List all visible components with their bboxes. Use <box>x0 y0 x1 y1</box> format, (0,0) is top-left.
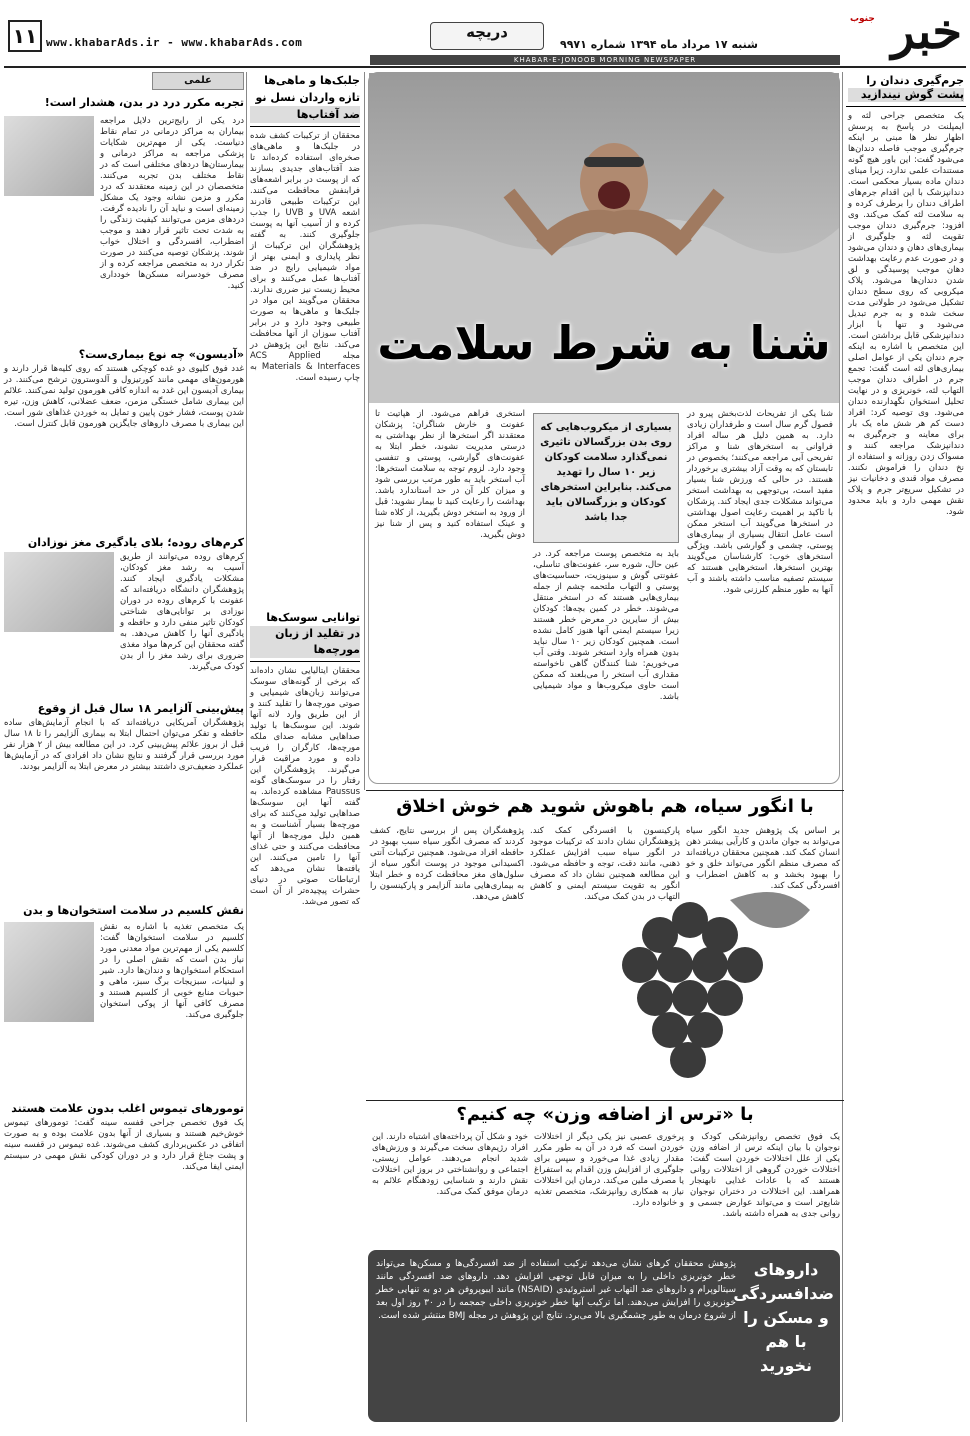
worms-title: کرم‌های روده؛ بلای یادگیری مغز نوزادان <box>27 536 244 549</box>
column-divider <box>246 72 247 1422</box>
swim-feature <box>368 72 840 784</box>
beetle-title-line1: توانایی سوسک‌ها <box>266 611 360 624</box>
science-column <box>4 72 244 1427</box>
swim-pull-quote: بسیاری از میکروب‌هایی که روی بدن بزرگسالان تاثیری نمی‌گذارد سلامت کودکان زیر ۱۰ سال را تهدید می‌کند. بنابراین استخرهای کودکان و بزرگسالان باید جدا باشد <box>533 413 679 543</box>
headache-photo <box>4 116 94 196</box>
painkiller-title-line3: و مسکن را <box>743 1308 829 1327</box>
worms-body: کرم‌های روده می‌توانند از طریق آسیب به رشد مغز کودکان، مشکلات یادگیری ایجاد کنند. پژوهشگران دانشگاه دریافته‌اند که عفونت با کرم‌های روده در دوران نوزادی بر توانایی‌های شناختی کودکان تاثیر منفی دارد و حافظه و یادگیری آنها را کاهش می‌دهد. به گفته محققان این کرم‌ها مواد مغذی ضروری برای رشد مغز را از بدن کودک می‌گیرند. <box>120 552 244 672</box>
alzheimer-body: پژوهشگران آمریکایی دریافته‌اند که با انجام آزمایش‌های ساده حافظه و تفکر می‌توان احتمال ابتلا به بیماری آلزایمر را تا ۱۸ سال قبل از بروز علائم پیش‌بینی کرد. در این مطالعه بیش از ۲ هزار نفر مورد بررسی قرار گرفتند و نتایج نشان داد افرادی که در آزمایش‌ها عملکرد ضعیف‌تری داشتند بیشتر در معرض ابتلا به آلزایمر بودند. <box>4 718 245 772</box>
thymus-body: یک فوق تخصص جراحی قفسه سینه گفت: تومورهای تیموس خوش‌خیم هستند و بسیاری از آنها بدون علامت بوده و به صورت اتفاقی در عکس‌برداری کشف می‌شوند. غده تیموس در قفسه سینه و پشت جناغ قرار دارد و در دوران کودکی نقش مهمی در سیستم ایمنی ایفا می‌کند. <box>4 1118 244 1172</box>
calcium-title: نقش کلسیم در سلامت استخوان‌ها و بدن <box>23 904 244 917</box>
algae-title-line2: تازه واردان نسل نو <box>255 91 360 104</box>
page-number: ۱۱ <box>8 20 42 52</box>
weight-headline: با «ترس از اضافه وزن» چه کنیم؟ <box>456 1104 754 1125</box>
english-band: KHABAR-E-JONOOB MORNING NEWSPAPER <box>370 55 840 65</box>
weight-col1: یک فوق تخصص روانپزشکی کودک و نوجوان با بیان اینکه ترس از اضافه وزن یکی از علل اختلالات خوردن است گفت: اختلالات خوردن گروهی از اختلالات روانی هستند که با عادات غذایی نابهنجار همراهند. این اختلالات در دختران نوجوان شایع‌تر است و می‌تواند عوارض جسمی و روانی جدی به همراه داشته باشد. <box>690 1132 840 1219</box>
newspaper-logo <box>850 4 962 60</box>
addison-title: «آدیسون» چه نوع بیماری‌ست؟ <box>78 348 244 361</box>
grapes-photo <box>560 880 820 1100</box>
dental-title-line2: پشت گوش نیندازید <box>848 88 964 102</box>
weight-col3: خود و شکل آن پرداخته‌های اشتباه دارند. این افراد رژیم‌های سخت می‌گیرند و ورزش‌های شدید انجام می‌دهند. عوامل زیستی، اجتماعی و روانشناختی در بروز این اختلالات نقش دارند و شناسایی زودهنگام علائم به درمان موفق کمک می‌کند. <box>372 1132 528 1197</box>
pain-title: تجربه مکرر درد در بدن، هشدار است! <box>44 96 244 109</box>
grapes-col3: پژوهشگران پس از بررسی نتایج، کشف کردند که مصرف انگور سیاه سبب بهبود در حافظه افراد می‌شود. همچنین ترکیبات آنتی اکسیدانی موجود در پوست انگور سیاه از سلول‌های مغز محافظت کرده و خطر ابتلا به بیماری‌هایی مانند آلزایمر و پارکینسون را کاهش می‌دهد. <box>370 826 524 902</box>
beetle-article <box>250 610 360 1425</box>
weight-col2: پرخوری عصبی نیز یکی دیگر از اختلالات خوردن است که فرد در آن به طور مکرر مقدار زیادی غذا می‌خورد و سپس برای جلوگیری از افزایش وزن اقدام به استفراغ یا مصرف ملین می‌کند. درمان این اختلالات نیاز به همکاری روانپزشک، متخصص تغذیه و خانواده دارد. <box>534 1132 684 1208</box>
section-label: دریچه <box>430 22 544 50</box>
section-rule <box>366 1100 844 1101</box>
algae-article <box>250 72 360 602</box>
masthead <box>0 0 970 62</box>
date-issue: شنبه ۱۷ مرداد ماه ۱۳۹۴ شماره ۹۹۷۱ <box>560 38 758 51</box>
logo-small-text: جنوب <box>850 14 875 24</box>
painkiller-title <box>733 1258 834 1378</box>
dental-body: یک متخصص جراحی لثه و ایمپلنت در پاسخ به پرسش اظهار نظر ها مبنی بر اینکه جرم‌گیری موجب فاصله دندان‌ها می‌شود گفت: این باور هیچ گونه مستندات علمی ندارد، زیرا مینای دندان ماده بسیار محکمی است. دندانپزشک با این اقدام جرم‌های اطراف دندان را برطرف کرده و به سلامت لثه کمک می‌کند. وی افزود: جرم‌گیری دندان موجب تقویت لثه و جلوگیری از بیماری‌های دهان و دندان می‌شود و در صورت عدم رعایت بهداشت دهان موجب پوسیدگی و لق شدن دندان‌ها می‌شود. پلاک میکروبی که روی سطح دندان تشکیل می‌شود در طولانی مدت سخت شده و به جرم تبدیل می‌شود و تنها با ابزار دندانپزشکی قابل برداشتن است. این متخصص با اشاره به اینکه جرم دندان یکی از عوامل اصلی بیماری‌های لثه است گفت: تجمع جرم در اطراف دندان موجب التهاب لثه، خونریزی و در نهایت تحلیل استخوان نگهدارنده دندان می‌شود. وی توصیه کرد: افراد دست کم هر شش ماه یک بار برای معاینه و جرم‌گیری به دندانپزشک مراجعه کنند و مسواک زدن روزانه و استفاده از نخ دندان را فراموش نکنند. مصرف مواد قندی و دخانیات نیز در تشکیل سریع‌تر جرم و پلاک نقش مهمی دارد و باید محدود شود. <box>848 111 964 517</box>
dental-title <box>846 70 966 107</box>
column-divider <box>364 72 365 790</box>
swim-col2: باید به متخصص پوست مراجعه کرد. در عین حال، شوره سر، عفونت‌های تناسلی، عفونتی گوش و سینوزیت، حساسیت‌های پوستی و التهاب ملتحمه چشم از جمله بیماری‌هایی هستند که در استخر منتقل می‌شوند. خطر در کمین بچه‌ها: کودکان بیش از سایرین در معرض خطر هستند زیرا سیستم ایمنی آنها هنوز کامل نشده است. همچنین کودکان زیر ۱۰ سال نباید بدون همراه وارد استخر شوند. وقتی آب می‌خوریم: شنا کنندگان گاهی ناخواسته مقداری آب استخر را می‌بلعند که ممکن است حاوی میکروب‌ها و مواد شیمیایی باشد. <box>533 549 679 702</box>
beetle-title <box>250 610 360 662</box>
milk-photo <box>4 922 94 1022</box>
painkiller-title-line4: با هم نخورید <box>759 1332 813 1375</box>
calcium-body: یک متخصص تغذیه با اشاره به نقش کلسیم در سلامت استخوان‌ها گفت: کلسیم یکی از مهم‌ترین مواد معدنی مورد نیاز بدن است که نقش اصلی را در استحکام استخوان‌ها و دندان‌ها دارد. شیر و لبنیات، سبزیجات برگ سبز، ماهی و حبوبات منابع خوبی از کلسیم هستند و مصرف کافی آنها از پوکی استخوان جلوگیری می‌کند. <box>100 922 244 1020</box>
grapes-col1: بر اساس یک پژوهش جدید انگور سیاه می‌تواند به جوان ماندن و کارآیی بیشتر ذهن انسان کمک کند. همچنین محققان دریافته‌اند که مصرف منظم انگور می‌تواند خلق و خو را بهبود بخشد و به کاهش اضطراب و افسردگی کمک کند. <box>686 826 840 891</box>
section-rule <box>366 790 844 791</box>
swim-headline: شنا به شرط سلامت <box>377 316 831 370</box>
pain-body: درد یکی از رایج‌ترین دلایل مراجعه بیماران به مراکز درمانی در تمام نقاط دنیاست. یکی از مهم‌ترین شکایات پزشکی مراجعه به مراکز درمانی و بیمارستان‌ها دردهای مختلفی است که در نقاط مختلف بدن تجربه می‌کنند. متخصصان در این زمینه معتقدند که درد مکرر و مزمن نشانه وجود یک مشکل زمینه‌ای است و نباید آن را نادیده گرفت. دردهای مزمن می‌توانند کیفیت زندگی را به شدت تحت تاثیر قرار دهند و موجب اضطراب، افسردگی و اختلال خواب شوند. پزشکان توصیه می‌کنند در صورت تکرار درد به متخصص مراجعه کرده و از مصرف خودسرانه مسکن‌ها خودداری کنید. <box>100 116 244 291</box>
header-rule <box>4 66 966 68</box>
painkiller-title-line2: ضدافسردگی <box>733 1284 834 1303</box>
science-tag: علمی <box>152 72 244 90</box>
painkiller-body: پژوهش محققان کرهای نشان می‌دهد ترکیب استفاده از ضد افسردگی‌ها و مسکن‌ها می‌تواند خطر خونریزی داخلی را به میزان قابل توجهی افزایش دهد. داروهای ضد افسردگی مانند سیتالوپرام و داروهای ضد التهاب غیر استروئیدی (NSAID) مانند ایبوپروفن هر دو به تنهایی خطر خونریزی را افزایش می‌دهند. اما ترکیب آنها خطر خونریزی داخلی جمجمه را در ۳۰ روز اول بعد از شروع درمان به طور چشمگیری بالا می‌برد. نتایج این پژوهش در مجله BMJ منتشر شده است. <box>376 1259 737 1321</box>
algae-body: محققان از ترکیبات کشف شده در جلبک‌ها و ماهی‌های صخره‌ای استفاده کرده‌اند تا ضد آفتاب‌های جدیدی بسازند که از پوست در برابر اشعه‌های فرابنفش محافظت می‌کنند. این ترکیبات طبیعی قادرند اشعه UVA و UVB را جذب کرده و از آسیب آنها به پوست جلوگیری کنند. به گفته پژوهشگران این ترکیبات از نظر پایداری و ایمنی بهتر از مواد شیمیایی رایج در ضد آفتاب‌ها عمل می‌کنند و برای محیط زیست نیز ضرری ندارند. محققان می‌گویند این مواد در جلبک‌ها و ماهی‌ها به صورت طبیعی وجود دارد و در برابر آفتاب سوزان از آنها محافظت می‌کند. نتایج این پژوهش در مجله ACS Applied Materials & Interfaces به چاپ رسیده است. <box>250 131 361 383</box>
alzheimer-title: پیش‌بینی آلزایمر ۱۸ سال قبل از وقوع <box>37 702 244 715</box>
algae-title-line1: جلبک‌ها و ماهی‌ها <box>264 74 360 87</box>
addison-body: غدد فوق کلیوی دو غده کوچکی هستند که روی کلیه‌ها قرار دارند و هورمون‌های مهمی مانند کورتیزول و آلدوسترون ترشح می‌کنند. در بیماری آدیسون این غدد به اندازه کافی هورمون تولید نمی‌کنند. علائم این بیماری شامل خستگی مزمن، ضعف عضلانی، کاهش وزن، تیره شدن پوست، فشار خون پایین و تمایل به خوردن غذاهای شور است. این بیماری با مصرف داروهای جایگزین هورمون قابل کنترل است. <box>4 364 244 429</box>
algae-title <box>250 72 360 127</box>
dental-article <box>846 70 966 1425</box>
dental-title-line1: جرم‌گیری دندان را <box>866 74 964 87</box>
beetle-title-line2: در تقلید از زبان مورچه‌ها <box>250 626 360 658</box>
column-divider <box>842 72 843 1422</box>
beetle-body: محققان ایتالیایی نشان داده‌اند که برخی از گونه‌های سوسک می‌توانند زبان‌های شیمیایی و صوتی مورچه‌ها را تقلید کنند و از این طریق وارد لانه آنها شوند. این سوسک‌ها با تولید صداهایی مشابه صدای ملکه مورچه‌ها، کارگران را فریب داده و مورد مراقبت قرار می‌گیرند. پژوهشگران این رفتار را در سوسک‌های گونه Paussus مشاهده کرده‌اند. به گفته آنها این سوسک‌ها صداهایی تولید می‌کنند که برای مورچه‌ها بسیار آشناست و به همین دلیل مورچه‌ها از آنها محافظت می‌کنند و حتی غذای آنها را تامین می‌کنند. این یافته‌ها نشان می‌دهد که ارتباطات صوتی در دنیای حشرات پیچیده‌تر از آن است که تصور می‌شد. <box>250 666 360 907</box>
website-url[interactable]: www.khabarAds.ir - www.khabarAds.com <box>46 36 303 49</box>
grapes-headline: با انگور سیاه، هم باهوش شوید هم خوش اخلاق <box>396 796 814 817</box>
logo-text: خبر <box>891 4 962 60</box>
thymus-title: تومورهای تیموس اغلب بدون علامت هستند <box>11 1102 244 1115</box>
painkiller-title-line1: داروهای <box>753 1260 819 1279</box>
grapes-col2: پارکینسون با افسردگی کمک کند. پژوهشگران نشان دادند که ترکیبات موجود در انگور سیاه سبب افزایش عملکرد ذهنی، مانند دقت، توجه و حافظه می‌شود. این مطالعه همچنین نشان داد که مصرف انگور به تقویت سیستم ایمنی و کاهش التهاب در بدن کمک می‌کند. <box>530 826 680 902</box>
algae-title-line3: ضد آفتاب‌ها <box>250 106 360 123</box>
swim-col1: شنا یکی از تفریحات لذت‌بخش پیرو در فصول گرم سال است و طرفداران زیادی دارد. به همین دلیل هر ساله افراد فراوانی به استخرهای شنا و مراکز تفریحی آبی مراجعه می‌کنند؛ بخصوص در تابستان که به وقت آزاد بیشتری برخوردار هستند. در حالی که ورزش شنا بسیار مفید است، بی‌توجهی به بهداشت استخر می‌تواند مشکلات جدی ایجاد کند. پزشکان با تاکید بر اهمیت رعایت اصول بهداشتی در استخرها می‌گویند آب استخر ممکن است عامل انتقال بسیاری از بیماری‌های پوستی، چشمی و گوارشی باشد. ویژگی استخرهای خوب: کارشناسان می‌گویند بهترین استخرها، استخرهایی هستند که سیستم تصفیه مناسب داشته باشند و آب آنها به طور منظم کلرزنی شود. <box>687 409 833 595</box>
swim-col3: استخری فراهم می‌شود. از هپاتیت تا عفونت و خارش شناگران: پزشکان معتقدند اگر استخرها از نظر بهداشتی به درستی مدیریت نشوند، خطر ابتلا به عفونت‌های گوارشی، پوستی و تنفسی وجود دارد. لزوم توجه به سلامت استخرها: آب استخر باید به طور مرتب بررسی شود و میزان کلر آن در حد استاندارد باشد. بهداشت را رعایت کنید تا بیمار نشوید: قبل از ورود به استخر دوش بگیرید، از کلاه شنا و عینک استفاده کنید و پس از شنا نیز دوش بگیرید. <box>375 409 525 540</box>
baby-photo <box>4 552 114 632</box>
painkiller-box <box>368 1250 840 1422</box>
